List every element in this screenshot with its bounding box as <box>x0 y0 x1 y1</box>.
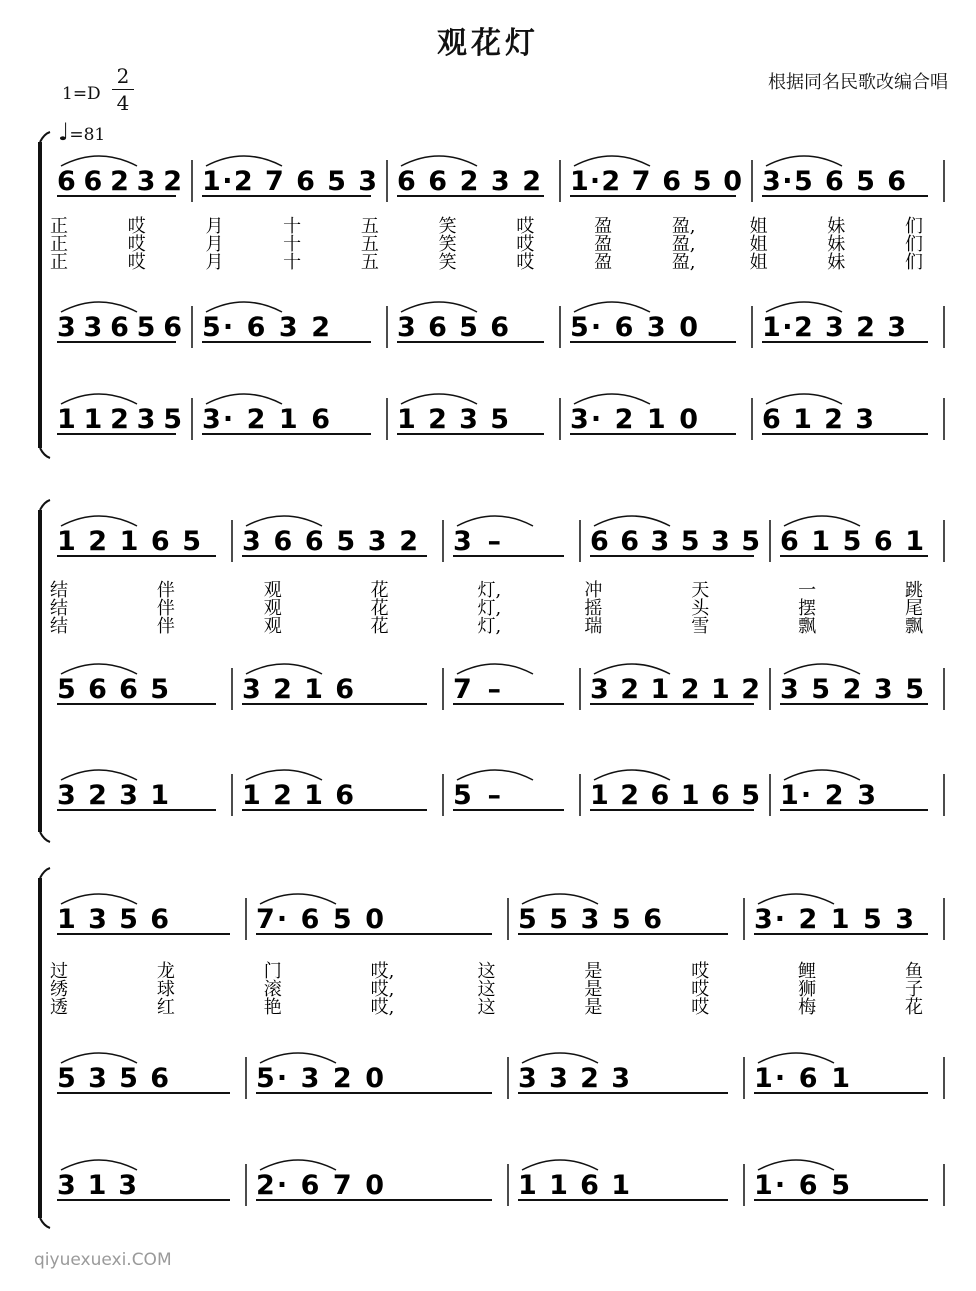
lyric-syllable: 妹 <box>827 252 846 273</box>
lyric-syllable: 一 <box>798 580 817 601</box>
slur <box>260 1053 336 1063</box>
slur <box>758 1160 834 1170</box>
slur <box>61 394 137 404</box>
lyric-syllable: 正 <box>50 216 68 237</box>
measure-notes: 1 2 3 5 <box>397 404 509 435</box>
time-signature-bottom: 4 <box>116 91 130 115</box>
measure-notes: 1· 6 1 <box>754 1063 850 1094</box>
slur <box>574 156 650 166</box>
lyric-syllable: 这 <box>477 997 496 1018</box>
measure-notes: 1 2 1 6 5 <box>57 526 201 557</box>
slur <box>766 156 842 166</box>
slur <box>61 894 137 904</box>
lyric-syllable: 梅 <box>798 997 817 1018</box>
slur <box>206 156 282 166</box>
measure-notes: 5· 6 3 2 <box>202 312 330 343</box>
slur <box>594 664 670 674</box>
lyric-syllable: 哎, <box>370 979 395 1000</box>
lyric-syllable: 是 <box>584 961 603 982</box>
measure-notes: 6 1 2 3 <box>762 404 874 435</box>
measure-notes: 5 – <box>453 780 501 811</box>
lyric-syllable: 花 <box>370 616 389 637</box>
lyric-syllable: 姐 <box>749 234 768 255</box>
measure-notes: 3 2 3 1 <box>57 780 169 811</box>
measure-notes: 5 3 5 6 <box>57 1063 169 1094</box>
lyric-syllable: 哎 <box>691 979 710 1000</box>
lyric-syllable: 鲤 <box>798 961 817 982</box>
lyric-syllable: 天 <box>691 580 710 601</box>
lyric-syllable: 姐 <box>749 216 768 237</box>
measure-notes: 1 1 2 3 5 <box>57 404 182 435</box>
measure-notes: 3 6 5 6 <box>397 312 509 343</box>
slur <box>206 394 282 404</box>
slur <box>401 302 477 312</box>
lyric-syllable: 哎, <box>370 961 395 982</box>
measure-notes: 1 2 6 1 6 5 <box>590 780 760 811</box>
measure-notes: 7· 6 5 0 <box>256 904 384 935</box>
lyric-syllable: 姐 <box>749 252 768 273</box>
lyric-syllable: 们 <box>905 252 923 273</box>
slur <box>457 664 533 674</box>
measure-notes: 3· 2 1 0 <box>570 404 698 435</box>
lyric-syllable: 结 <box>50 616 68 637</box>
measure-notes: 3 3 6 5 6 <box>57 312 182 343</box>
lyric-syllable: 是 <box>584 979 603 1000</box>
lyric-syllable: 十 <box>283 252 302 273</box>
lyric-syllable: 笑 <box>438 234 457 255</box>
measure-notes: 1·2 7 6 5 0 <box>570 166 742 197</box>
lyric-syllable: 红 <box>156 997 175 1018</box>
lyric-syllable: 结 <box>50 598 68 619</box>
lyric-syllable: 球 <box>156 979 175 1000</box>
measure-notes: 1·2 7 6 5 3 <box>202 166 377 197</box>
lyric-syllable: 摇 <box>584 598 603 619</box>
slur <box>784 516 860 526</box>
measure-notes: 3· 2 1 6 <box>202 404 330 435</box>
slur <box>574 302 650 312</box>
lyric-syllable: 飘 <box>798 616 817 637</box>
lyric-syllable: 伴 <box>156 580 175 601</box>
lyric-syllable: 五 <box>360 234 379 255</box>
measure-notes: 5· 6 3 0 <box>570 312 698 343</box>
slur <box>758 1053 834 1063</box>
slur <box>522 1160 598 1170</box>
measure-notes: 6 1 5 6 1 <box>780 526 924 557</box>
lyric-syllable: 观 <box>263 616 282 637</box>
lyric-syllable: 灯, <box>477 616 502 637</box>
slur <box>206 302 282 312</box>
bracket-hook-bottom <box>40 448 50 458</box>
measure-notes: 5 6 6 5 <box>57 674 169 705</box>
lyric-syllable: 妹 <box>827 216 846 237</box>
lyric-syllable: 们 <box>905 234 923 255</box>
lyric-syllable: 哎, <box>370 997 395 1018</box>
slur <box>766 302 842 312</box>
lyric-syllable: 盈, <box>671 234 696 255</box>
measure-notes: 5 5 3 5 6 <box>518 904 662 935</box>
lyric-syllable: 五 <box>360 252 379 273</box>
lyric-syllable: 这 <box>477 979 496 1000</box>
bracket-hook-bottom <box>40 832 50 842</box>
slur <box>260 894 336 904</box>
lyric-syllable: 子 <box>905 979 923 1000</box>
lyric-syllable: 这 <box>477 961 496 982</box>
slur <box>594 516 670 526</box>
bracket-hook-top <box>40 868 50 878</box>
slur <box>246 664 322 674</box>
lyric-syllable: 过 <box>50 961 68 982</box>
key-signature: 1=D <box>62 84 101 104</box>
lyric-syllable: 哎 <box>127 252 146 273</box>
lyric-syllable: 花 <box>370 580 389 601</box>
slur <box>758 894 834 904</box>
lyric-syllable: 妹 <box>827 234 846 255</box>
measure-notes: 3 6 6 5 3 2 <box>242 526 418 557</box>
slur <box>61 156 137 166</box>
slur <box>766 394 842 404</box>
measure-notes: 3 3 2 3 <box>518 1063 630 1094</box>
measure-notes: 1· 6 5 <box>754 1170 850 1201</box>
bracket-hook-bottom <box>40 1218 50 1228</box>
lyric-syllable: 结 <box>50 580 68 601</box>
lyric-syllable: 盈 <box>594 216 613 237</box>
lyric-syllable: 绣 <box>50 979 68 1000</box>
site-watermark: qiyuexuexi.COM <box>34 1250 172 1270</box>
lyric-syllable: 月 <box>205 216 224 237</box>
lyric-syllable: 头 <box>691 598 710 619</box>
measure-notes: 1 3 5 6 <box>57 904 169 935</box>
slur <box>522 1053 598 1063</box>
lyric-syllable: 观 <box>263 580 282 601</box>
slur <box>594 770 670 780</box>
lyric-syllable: 飘 <box>905 616 923 637</box>
measure-notes: 3 2 1 6 <box>242 674 354 705</box>
lyric-syllable: 正 <box>50 234 68 255</box>
measure-notes: 3·5 6 5 6 <box>762 166 906 197</box>
lyric-syllable: 盈, <box>671 216 696 237</box>
lyric-syllable: 鱼 <box>905 961 923 982</box>
slur <box>457 516 533 526</box>
slur <box>457 770 533 780</box>
measure-notes: 6 6 2 3 2 <box>57 166 182 197</box>
lyric-syllable: 门 <box>263 961 282 982</box>
slur <box>574 394 650 404</box>
lyric-syllable: 正 <box>50 252 68 273</box>
lyric-syllable: 观 <box>263 598 282 619</box>
lyric-syllable: 月 <box>205 234 224 255</box>
lyric-syllable: 艳 <box>263 997 282 1018</box>
lyric-syllable: 灯, <box>477 598 502 619</box>
measure-notes: 1·2 3 2 3 <box>762 312 906 343</box>
lyric-syllable: 伴 <box>156 616 175 637</box>
slur <box>784 770 860 780</box>
measure-notes: 3 5 2 3 5 <box>780 674 924 705</box>
lyric-syllable: 哎 <box>516 252 535 273</box>
lyric-syllable: 哎 <box>691 997 710 1018</box>
slur <box>260 1160 336 1170</box>
measure-notes: 3 – <box>453 526 501 557</box>
lyric-syllable: 雪 <box>691 616 710 637</box>
lyric-syllable: 花 <box>905 997 923 1018</box>
slur <box>61 1053 137 1063</box>
lyric-syllable: 跳 <box>905 580 923 601</box>
lyric-syllable: 笑 <box>438 216 457 237</box>
tempo-value: =81 <box>69 125 106 145</box>
measure-notes: 3 2 1 2 1 2 <box>590 674 760 705</box>
lyric-syllable: 尾 <box>905 598 923 619</box>
lyric-syllable: 五 <box>360 216 379 237</box>
slur <box>61 302 137 312</box>
measure-notes: 5· 3 2 0 <box>256 1063 384 1094</box>
measure-notes: 6 6 3 5 3 5 <box>590 526 760 557</box>
slur <box>401 394 477 404</box>
lyric-syllable: 十 <box>283 234 302 255</box>
slur <box>522 894 598 904</box>
slur <box>246 516 322 526</box>
lyric-syllable: 是 <box>584 997 603 1018</box>
time-signature-top: 2 <box>116 64 130 88</box>
slur <box>61 1160 137 1170</box>
measure-notes: 1· 2 3 <box>780 780 876 811</box>
lyric-syllable: 伴 <box>156 598 175 619</box>
song-title: 观花灯 <box>437 26 539 61</box>
measure-notes: 6 6 2 3 2 <box>397 166 541 197</box>
lyric-syllable: 哎 <box>516 216 535 237</box>
slur <box>61 516 137 526</box>
bracket-hook-top <box>40 132 50 142</box>
slur <box>401 156 477 166</box>
lyric-syllable: 透 <box>50 997 68 1018</box>
lyric-syllable: 滚 <box>263 979 282 1000</box>
slur <box>246 770 322 780</box>
slur <box>784 664 860 674</box>
lyric-syllable: 花 <box>370 598 389 619</box>
lyric-syllable: 哎 <box>127 234 146 255</box>
lyric-syllable: 哎 <box>691 961 710 982</box>
quarter-note-icon: ♩ <box>58 118 70 146</box>
slur <box>61 664 137 674</box>
measure-notes: 1 2 1 6 <box>242 780 354 811</box>
lyric-syllable: 盈, <box>671 252 696 273</box>
lyric-syllable: 们 <box>905 216 923 237</box>
measure-notes: 7 – <box>453 674 501 705</box>
lyric-syllable: 笑 <box>438 252 457 273</box>
lyric-syllable: 狮 <box>798 979 817 1000</box>
lyric-syllable: 哎 <box>516 234 535 255</box>
lyric-syllable: 龙 <box>156 961 175 982</box>
lyric-syllable: 灯, <box>477 580 502 601</box>
arrangement-credit: 根据同名民歌改编合唱 <box>768 72 948 93</box>
measure-notes: 3 1 3 <box>57 1170 137 1201</box>
lyric-syllable: 摆 <box>798 598 817 619</box>
lyric-syllable: 月 <box>205 252 224 273</box>
slur <box>61 770 137 780</box>
lyric-syllable: 盈 <box>594 234 613 255</box>
bracket-hook-top <box>40 500 50 510</box>
measure-notes: 1 1 6 1 <box>518 1170 630 1201</box>
lyric-syllable: 哎 <box>127 216 146 237</box>
measure-notes: 3· 2 1 5 3 <box>754 904 914 935</box>
lyric-syllable: 瑞 <box>584 616 603 637</box>
measure-notes: 2· 6 7 0 <box>256 1170 384 1201</box>
lyric-syllable: 冲 <box>584 580 603 601</box>
lyric-syllable: 十 <box>283 216 302 237</box>
lyric-syllable: 盈 <box>594 252 613 273</box>
